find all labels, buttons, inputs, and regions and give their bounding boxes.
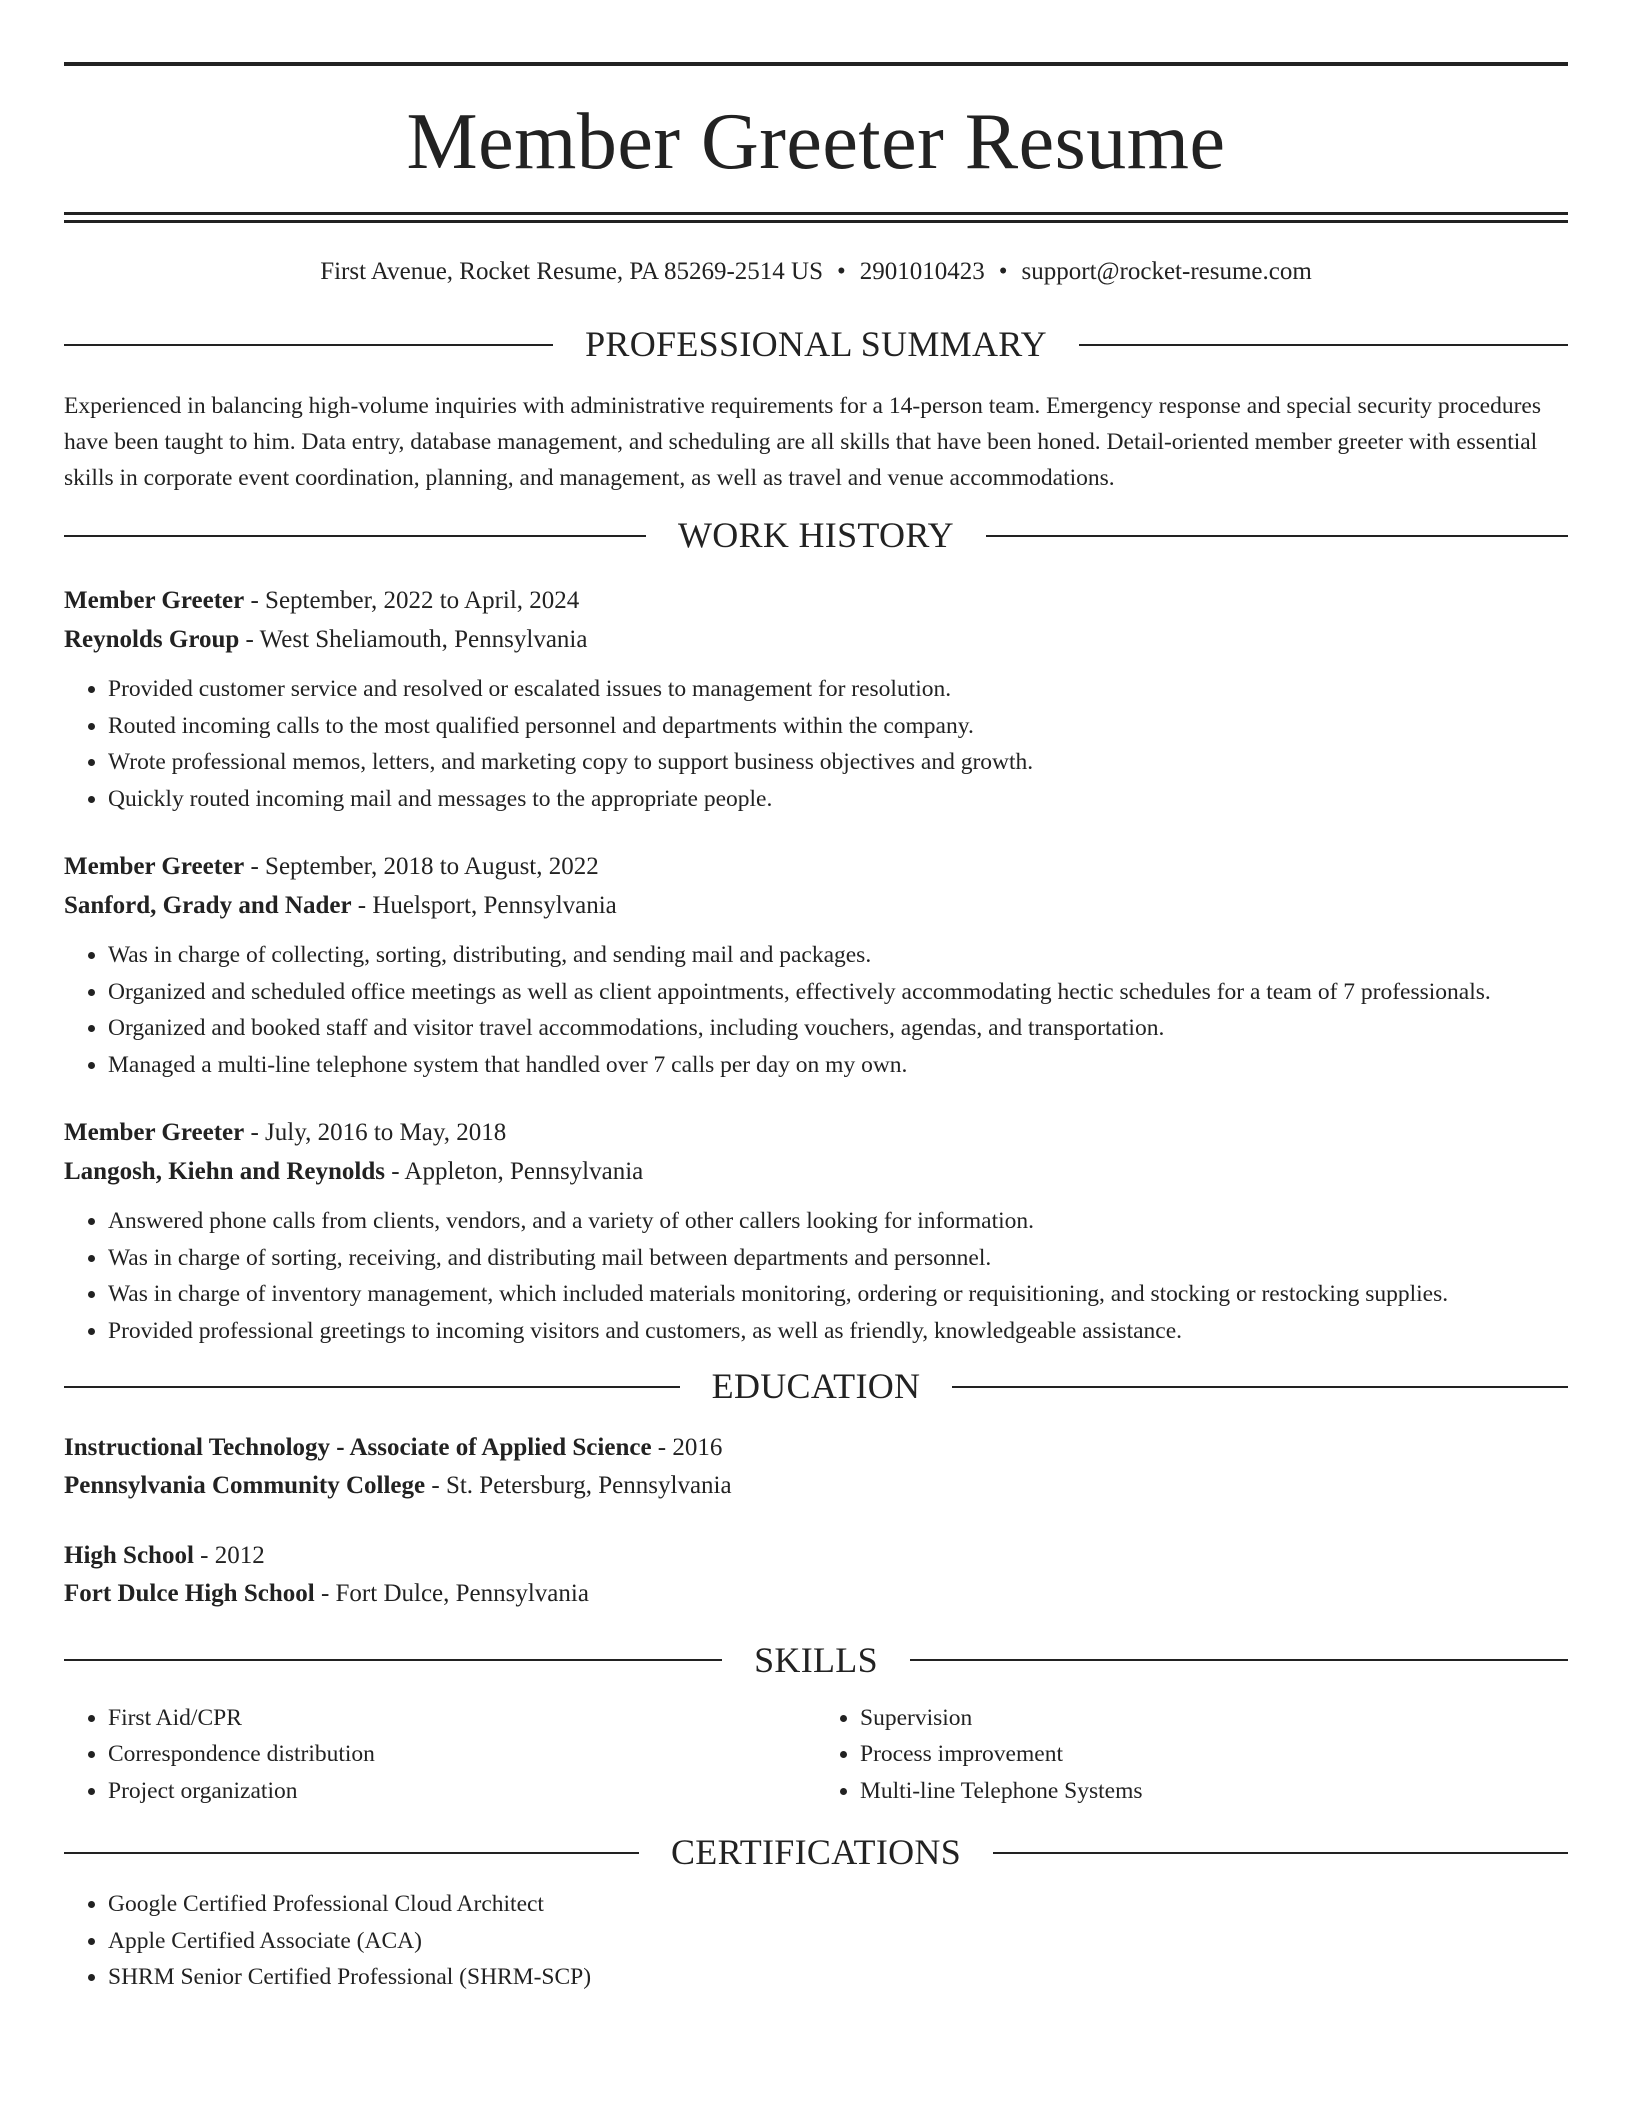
job-title: Member Greeter: [64, 587, 245, 615]
job-entry: [64, 581, 1568, 817]
list-item: • Was in charge of collecting, sorting, distributing, and sending mail and packages.: [108, 937, 1568, 974]
job-title-line: [64, 847, 1568, 886]
education-entry: [64, 1429, 1568, 1505]
list-item: • Project organization: [108, 1773, 816, 1810]
section-title: SKILLS: [754, 1639, 878, 1680]
job-title-line: [64, 1113, 1568, 1152]
list-item: • Multi-line Telephone Systems: [860, 1773, 1568, 1810]
section-heading-summary: [64, 323, 1568, 366]
job-entry: [64, 1113, 1568, 1349]
skills-list: [64, 1700, 1568, 1810]
job-company-line: [64, 620, 1568, 659]
list-item: • Organized and booked staff and visitor travel accommodations, including vouchers, agendas, and transportation.: [108, 1010, 1568, 1047]
summary-text: Experienced in balancing high-volume inquiries with administrative requirements for a 14-person team. Emergency response and special security procedures have been taught to him. Data entry, database management, and scheduling are all skills that have been honed. Detail-oriented member greeter with essential skills in corporate event coordination, planning, and management, as well as travel and venue accommodations.: [64, 393, 1541, 492]
work-history-list: [64, 581, 1568, 1349]
job-company-line: [64, 1152, 1568, 1191]
top-rule: [64, 62, 1568, 66]
section-rule: [64, 1852, 639, 1854]
section-rule: [64, 1386, 680, 1388]
section-rule: [64, 1659, 722, 1661]
job-title: Member Greeter: [64, 1119, 245, 1147]
list-item: • Provided professional greetings to incoming visitors and customers, as well as friendly, knowledgeable assistance.: [108, 1313, 1568, 1350]
education-degree: High School: [64, 1541, 194, 1569]
section-title: EDUCATION: [711, 1366, 921, 1407]
list-item: • Organized and scheduled office meetings as well as client appointments, effectively accommodating hectic schedules for a team of 7 professionals.: [108, 974, 1568, 1011]
list-item: • Apple Certified Associate (ACA): [108, 1923, 1568, 1960]
job-location: - Appleton, Pennsylvania: [384, 1158, 644, 1186]
list-item: • Wrote professional memos, letters, and marketing copy to support business objectives and growth.: [108, 744, 1568, 781]
list-item: • Correspondence distribution: [108, 1736, 816, 1773]
section-rule: [910, 1659, 1568, 1661]
education-location: - Fort Dulce, Pennsylvania: [314, 1579, 589, 1607]
section-heading-education: [64, 1365, 1568, 1408]
contact-email: support@rocket-resume.com: [1021, 258, 1312, 285]
job-company: Sanford, Grady and Nader: [64, 892, 352, 920]
education-degree-line: [64, 1429, 1568, 1467]
section-rule: [993, 1852, 1568, 1854]
education-school-line: [64, 1467, 1568, 1505]
list-item: • Managed a multi-line telephone system that handled over 7 calls per day on my own.: [108, 1047, 1568, 1084]
list-item: • Was in charge of sorting, receiving, and distributing mail between departments and personnel.: [108, 1240, 1568, 1277]
job-location: - Huelsport, Pennsylvania: [351, 892, 617, 920]
education-entry: [64, 1537, 1568, 1613]
page-title: Member Greeter Resume: [406, 98, 1226, 186]
education-location: - St. Petersburg, Pennsylvania: [425, 1471, 732, 1499]
job-bullets: [64, 1203, 1568, 1349]
education-degree: Instructional Technology - Associate of Applied Science: [64, 1433, 652, 1461]
job-company-line: [64, 886, 1568, 925]
list-item: • Was in charge of inventory management, which included materials monitoring, ordering or requisitioning, and stocking or restocking supplies.: [108, 1276, 1568, 1313]
title-double-rule: [64, 212, 1568, 223]
section-title: CERTIFICATIONS: [670, 1832, 962, 1873]
job-company: Langosh, Kiehn and Reynolds: [64, 1158, 385, 1186]
education-year: - 2016: [651, 1433, 723, 1461]
section-title: PROFESSIONAL SUMMARY: [585, 324, 1047, 364]
job-dates: - July, 2016 to May, 2018: [244, 1119, 507, 1147]
list-item: • First Aid/CPR: [108, 1700, 816, 1737]
list-item: • Routed incoming calls to the most qualified personnel and departments within the company.: [108, 708, 1568, 745]
section-rule: [64, 344, 553, 346]
section-rule: [64, 535, 646, 537]
contact-separator: •: [998, 258, 1008, 285]
skills-column-left: [64, 1700, 816, 1810]
job-bullets: [64, 671, 1568, 817]
section-rule: [952, 1386, 1568, 1388]
contact-address: First Avenue, Rocket Resume, PA 85269-2514 US: [320, 258, 823, 285]
contact-separator: •: [836, 258, 846, 285]
skills-column-right: [816, 1700, 1568, 1810]
education-school: Pennsylvania Community College: [64, 1471, 426, 1499]
job-entry: [64, 847, 1568, 1083]
list-item: • SHRM Senior Certified Professional (SHRM-SCP): [108, 1959, 1568, 1996]
contact-line: [64, 257, 1568, 287]
list-item: • Provided customer service and resolved or escalated issues to management for resolution.: [108, 671, 1568, 708]
list-item: • Supervision: [860, 1700, 1568, 1737]
list-item: • Process improvement: [860, 1736, 1568, 1773]
job-title: Member Greeter: [64, 853, 245, 881]
section-title: WORK HISTORY: [678, 515, 954, 556]
section-heading-certifications: [64, 1831, 1568, 1874]
job-title-line: [64, 581, 1568, 620]
list-item: • Answered phone calls from clients, vendors, and a variety of other callers looking for information.: [108, 1203, 1568, 1240]
education-school: Fort Dulce High School: [64, 1579, 315, 1607]
job-company: Reynolds Group: [64, 626, 240, 654]
education-degree-line: [64, 1537, 1568, 1575]
job-dates: - September, 2018 to August, 2022: [244, 853, 599, 881]
job-location: - West Sheliamouth, Pennsylvania: [239, 626, 588, 654]
section-heading-skills: [64, 1639, 1568, 1682]
education-school-line: [64, 1575, 1568, 1613]
section-heading-work: [64, 514, 1568, 557]
section-rule: [986, 535, 1568, 537]
job-dates: - September, 2022 to April, 2024: [244, 587, 580, 615]
certifications-list: [64, 1886, 1568, 1996]
list-item: • Google Certified Professional Cloud Architect: [108, 1886, 1568, 1923]
list-item: • Quickly routed incoming mail and messages to the appropriate people.: [108, 781, 1568, 818]
education-year: - 2012: [193, 1541, 265, 1569]
section-rule: [1079, 344, 1568, 346]
job-bullets: [64, 937, 1568, 1083]
contact-phone: 2901010423: [859, 258, 985, 285]
